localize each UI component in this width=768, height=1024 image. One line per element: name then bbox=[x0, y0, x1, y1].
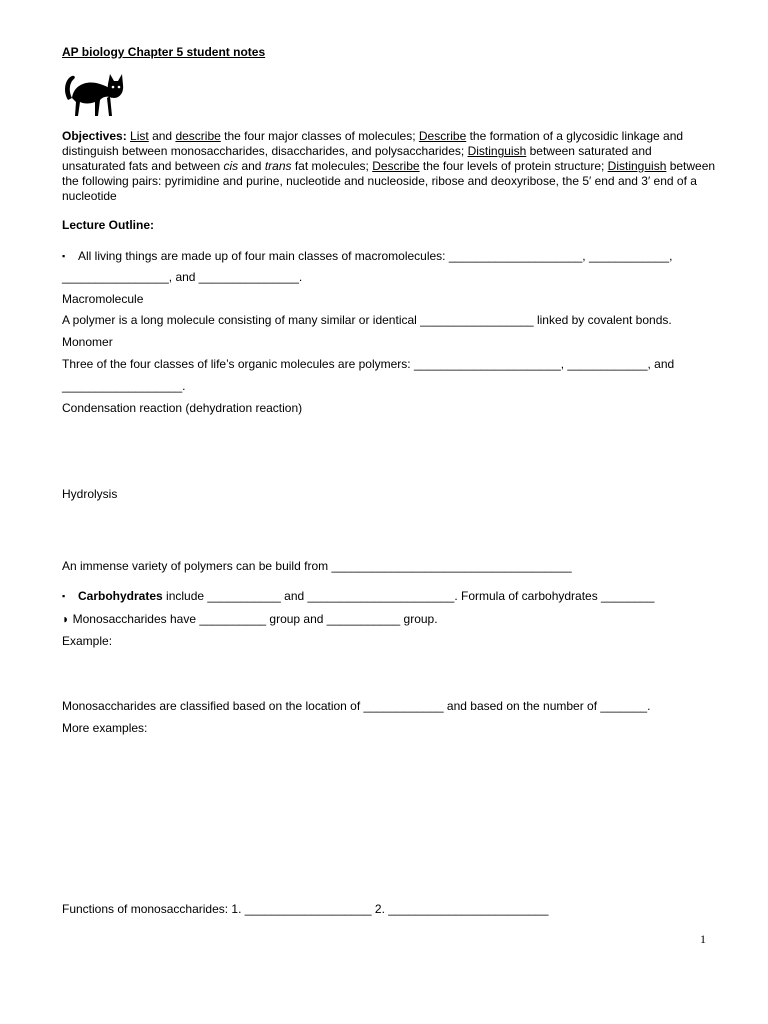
page-title: AP biology Chapter 5 student notes bbox=[62, 45, 266, 59]
monosaccharides-have-text: Monosaccharides have __________ group and ___________ group. bbox=[72, 612, 438, 626]
macro-bullet-continuation: ________________, and _______________. bbox=[62, 270, 303, 284]
immense-variety-line: An immense variety of polymers can be build from ____________________________________ bbox=[62, 559, 572, 573]
bullet-square-icon: ▪ bbox=[62, 591, 66, 601]
objective-term-cis: cis bbox=[223, 159, 239, 173]
objective-text: between saturated and unsaturated fats and between bbox=[62, 144, 652, 173]
objective-verb-list: List bbox=[130, 129, 149, 143]
objective-verb-describe: describe bbox=[175, 129, 221, 143]
three-of-four-line: Three of the four classes of life’s organic molecules are polymers: ______________________, ____________, and bbox=[62, 357, 675, 371]
page-number: 1 bbox=[700, 932, 706, 946]
term-condensation: Condensation reaction (dehydration reaction) bbox=[62, 401, 303, 415]
black-cat-icon bbox=[62, 70, 126, 120]
macro-bullet-text: All living things are made up of four main classes of macromolecules: ____________________, ____________, bbox=[78, 249, 673, 263]
objective-text: the formation of a glycosidic linkage and distinguish between monosaccharides, disaccharides, and polysaccharides; bbox=[62, 129, 684, 158]
carbohydrates-text: include ___________ and ______________________. Formula of carbohydrates ________ bbox=[162, 589, 655, 603]
objective-verb-describe: Describe bbox=[372, 159, 420, 173]
functions-line: Functions of monosaccharides: 1. ___________________ 2. ________________________ bbox=[62, 902, 549, 916]
list-item bbox=[62, 612, 712, 627]
objective-verb-describe: Describe bbox=[418, 129, 467, 143]
objective-text: the four levels of protein structure; bbox=[419, 159, 608, 173]
term-hydrolysis: Hydrolysis bbox=[62, 487, 118, 501]
term-monomer: Monomer bbox=[62, 335, 113, 349]
more-examples-label: More examples: bbox=[62, 721, 148, 735]
objective-verb-distinguish: Distinguish bbox=[467, 144, 527, 158]
objectives-paragraph bbox=[62, 129, 717, 204]
carbohydrates-label: Carbohydrates bbox=[78, 589, 163, 603]
objective-text: and bbox=[238, 159, 265, 173]
bullet-square-icon: ▪ bbox=[62, 251, 66, 261]
lecture-outline-heading: Lecture Outline: bbox=[62, 218, 155, 232]
list-item bbox=[62, 249, 712, 265]
objective-text: between the following pairs: pyrimidine and purine, nucleotide and nucleoside, ribose and deoxyribose, the 5′ end and 3′ end of a nucleotide bbox=[62, 159, 716, 203]
example-label: Example: bbox=[62, 634, 113, 648]
bullet-half-circle-icon: ◗ bbox=[62, 612, 70, 626]
objective-text: fat molecules; bbox=[291, 159, 373, 173]
objective-text: the four major classes of molecules; bbox=[220, 129, 419, 143]
objective-text: and bbox=[148, 129, 176, 143]
list-item bbox=[62, 589, 712, 605]
three-of-four-continuation: __________________. bbox=[62, 379, 186, 393]
objective-term-trans: trans bbox=[264, 159, 292, 173]
polymer-line: A polymer is a long molecule consisting of many similar or identical _________________ linked by covalent bonds. bbox=[62, 313, 672, 327]
term-macromolecule: Macromolecule bbox=[62, 292, 144, 306]
classified-line: Monosaccharides are classified based on the location of ____________ and based on the number of _______. bbox=[62, 699, 651, 713]
objective-verb-distinguish: Distinguish bbox=[607, 159, 667, 173]
objectives-label: Objectives: bbox=[62, 129, 127, 143]
